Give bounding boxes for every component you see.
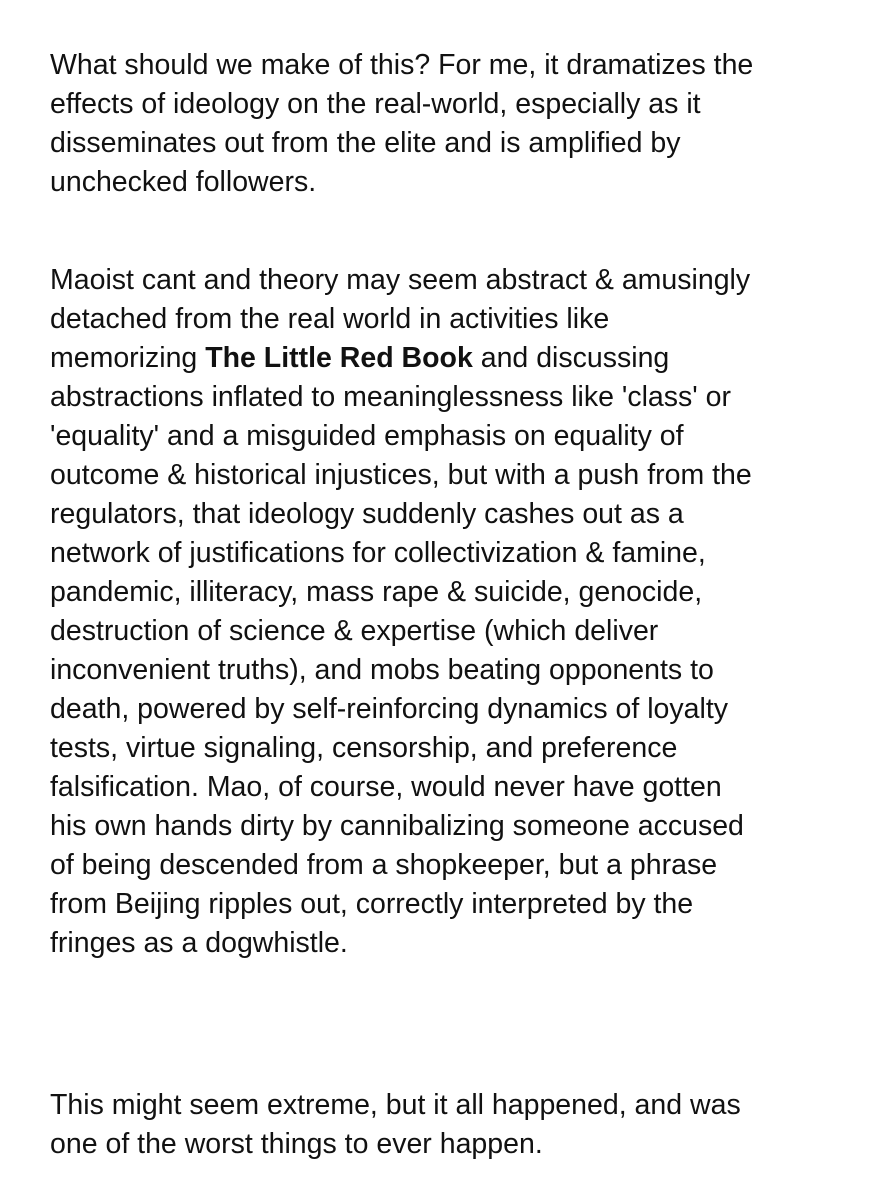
text-line: Maoist cant and theory may seem abstract & amusingly <box>50 264 751 296</box>
text-line: death, powered by self-reinforcing dynamics of loyalty <box>50 693 729 725</box>
book-title: The Little Red Book <box>205 342 473 374</box>
text-line: his own hands dirty by cannibalizing someone accused <box>50 810 744 842</box>
text-line: abstractions inflated to meaninglessness like 'class' or <box>50 381 731 413</box>
text-line: of being descended from a shopkeeper, but a phrase <box>50 849 718 881</box>
text-line: This might seem extreme, but it all happened, and was <box>50 1089 741 1121</box>
text-line: What should we make of this? For me, it dramatizes the <box>50 49 754 81</box>
text-line: tests, virtue signaling, censorship, and preference <box>50 732 678 764</box>
paragraph-1 <box>50 46 753 202</box>
paragraph-2 <box>50 261 752 963</box>
text-line: unchecked followers. <box>50 166 317 198</box>
text-line: destruction of science & expertise (which deliver <box>50 615 659 647</box>
text-run: memorizing <box>50 342 206 374</box>
text-line: disseminates out from the elite and is amplified by <box>50 127 681 159</box>
text-line: outcome & historical injustices, but with a push from the <box>50 459 752 491</box>
text-line: network of justifications for collectivization & famine, <box>50 537 706 569</box>
text-line: regulators, that ideology suddenly cashes out as a <box>50 498 684 530</box>
paragraph-3 <box>50 1086 741 1164</box>
text-line: one of the worst things to ever happen. <box>50 1128 543 1160</box>
text-line: from Beijing ripples out, correctly interpreted by the <box>50 888 694 920</box>
text-line: falsification. Mao, of course, would never have gotten <box>50 771 722 803</box>
text-line-with-book-title <box>50 339 752 378</box>
text-line: fringes as a dogwhistle. <box>50 927 348 959</box>
text-line: detached from the real world in activities like <box>50 303 610 335</box>
text-line: 'equality' and a misguided emphasis on equality of <box>50 420 684 452</box>
text-run: and discussing <box>472 342 670 374</box>
text-line: effects of ideology on the real-world, especially as it <box>50 88 701 120</box>
text-line: pandemic, illiteracy, mass rape & suicide, genocide, <box>50 576 703 608</box>
text-line: inconvenient truths), and mobs beating opponents to <box>50 654 714 686</box>
